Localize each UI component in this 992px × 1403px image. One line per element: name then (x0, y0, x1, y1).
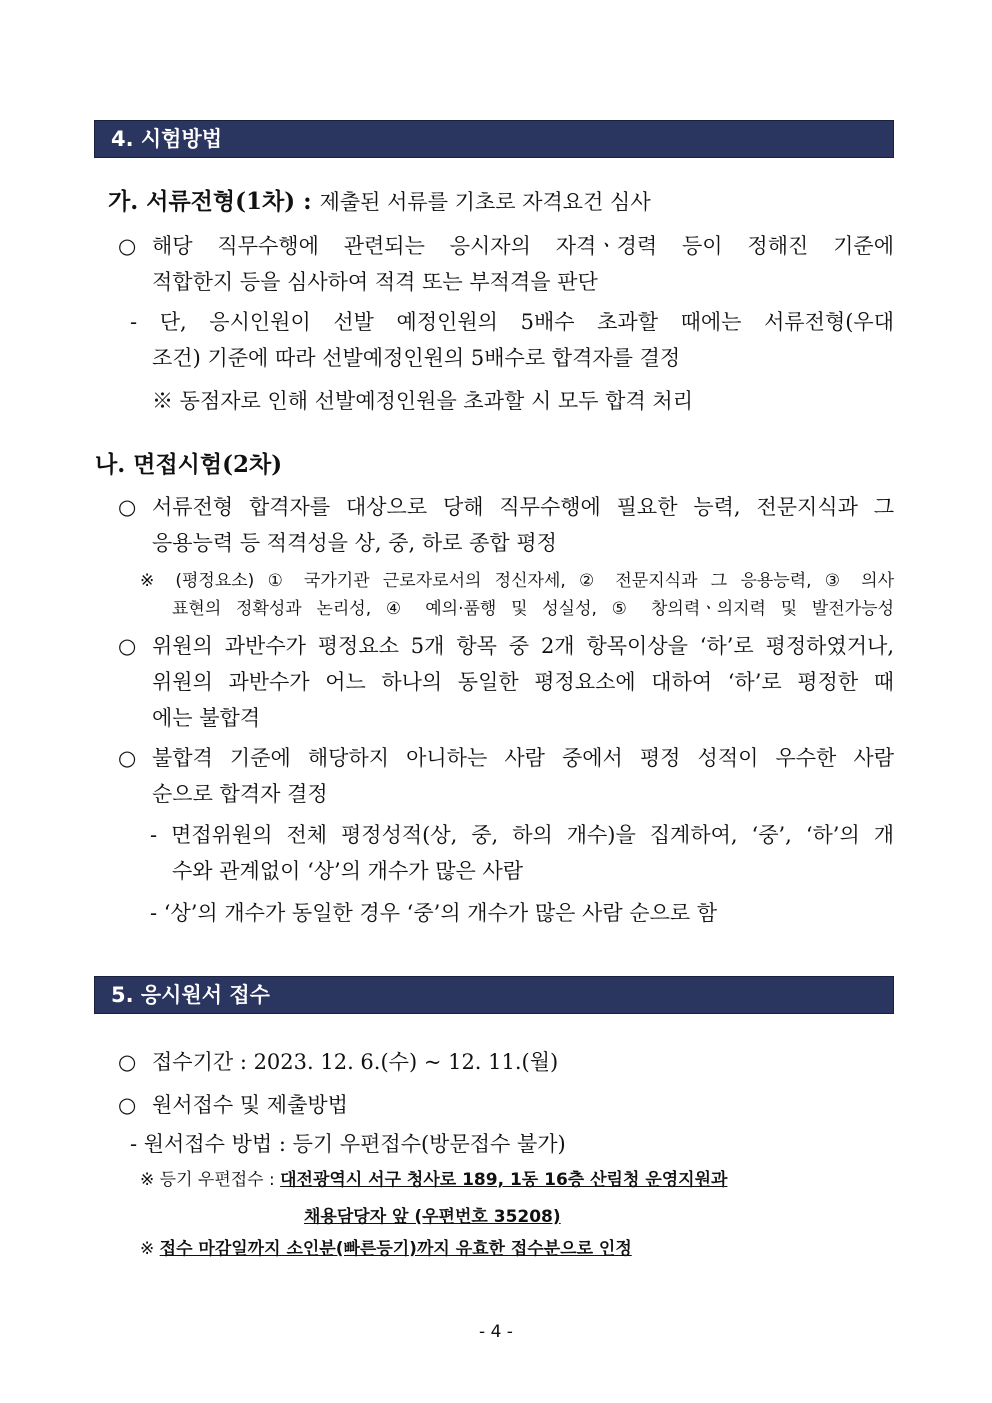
text: 위원의 과반수가 평정요소 5개 항목 중 2개 항목이상을 ‘하’로 평정하였거나, (152, 634, 894, 658)
paragraph (118, 231, 894, 261)
paragraph: - 원서접수 방법 : 등기 우편접수(방문접수 불가) (130, 1132, 566, 1156)
paragraph (118, 631, 894, 661)
note: ※ 동점자로 인해 선발예정인원을 초과할 시 모두 합격 처리 (152, 389, 693, 413)
paragraph (118, 743, 894, 773)
bullet-circle: ○ (118, 1093, 137, 1117)
note-mark: ※ (140, 1239, 160, 1259)
page-number: - 4 - (479, 1322, 513, 1342)
subheading-interview: 나. 면접시험(2차) (95, 451, 283, 478)
paragraph: 위원의 과반수가 어느 하나의 동일한 평정요소에 대하여 ‘하’로 평정한 때 (152, 670, 894, 694)
section-5-header: 5. 응시원서 접수 (94, 976, 894, 1014)
bullet-circle: ○ (118, 1050, 137, 1074)
paragraph (118, 1090, 348, 1120)
text: 불합격 기준에 해당하지 아니하는 사람 중에서 평정 성적이 우수한 사람 (152, 746, 894, 770)
paragraph: 적합한지 등을 심사하여 적격 또는 부적격을 판단 (152, 270, 598, 294)
note-label: ※ 등기 우편접수 : (140, 1170, 281, 1190)
subheading-document-screening (108, 187, 651, 217)
address-line-2: 채용담당자 앞 (우편번호 35208) (304, 1207, 561, 1227)
note-address-2 (304, 1202, 561, 1232)
section-4-header: 4. 시험방법 (94, 120, 894, 158)
paragraph: - 단, 응시인원이 선발 예정인원의 5배수 초과할 때에는 서류전형(우대 (130, 310, 894, 334)
paragraph: - ‘상’의 개수가 동일한 경우 ‘중’의 개수가 많은 사람 순으로 함 (150, 901, 718, 925)
address-line-1: 대전광역시 서구 청사로 189, 1동 16층 산림청 운영지원과 (280, 1170, 728, 1190)
paragraph: 순으로 합격자 결정 (152, 782, 328, 806)
paragraph: 조건) 기준에 따라 선발예정인원의 5배수로 합격자를 결정 (152, 346, 681, 370)
text: 서류전형 합격자를 대상으로 당해 직무수행에 필요한 능력, 전문지식과 그 (152, 495, 894, 519)
bullet-circle: ○ (118, 495, 137, 519)
bullet-circle: ○ (118, 234, 137, 258)
subheading-title: 가. 서류전형(1차) : (108, 188, 320, 215)
bullet-circle: ○ (118, 634, 137, 658)
paragraph: 에는 불합격 (152, 706, 261, 730)
subheading-desc: 제출된 서류를 기초로 자격요건 심사 (319, 190, 651, 214)
text: 접수기간 : 2023. 12. 6.(수) ~ 12. 11.(월) (152, 1050, 559, 1074)
paragraph: 수와 관계없이 ‘상’의 개수가 많은 사람 (172, 859, 524, 883)
note-address (140, 1165, 727, 1195)
text: 해당 직무수행에 관련되는 응시자의 자격ㆍ경력 등이 정해진 기준에 (152, 234, 894, 258)
bullet-circle: ○ (118, 746, 137, 770)
paragraph: 응용능력 등 적격성을 상, 중, 하로 종합 평정 (152, 531, 557, 555)
paragraph: - 면접위원의 전체 평정성적(상, 중, 하의 개수)을 집계하여, ‘중’, ‘하’의 개 (150, 823, 894, 847)
paragraph (118, 1047, 558, 1077)
paragraph (118, 492, 894, 522)
note-deadline (140, 1234, 632, 1264)
text: 원서접수 및 제출방법 (152, 1093, 348, 1117)
deadline-text: 접수 마감일까지 소인분(빠른등기)까지 유효한 접수분으로 인정 (159, 1239, 632, 1259)
note: 표현의 정확성과 논리성, ④ 예의·품행 및 성실성, ⑤ 창의력ㆍ의지력 및 발전가능성 (172, 599, 894, 619)
note: ※ (평정요소) ① 국가기관 근로자로서의 정신자세, ② 전문지식과 그 응용능력, ③ 의사 (140, 571, 894, 591)
